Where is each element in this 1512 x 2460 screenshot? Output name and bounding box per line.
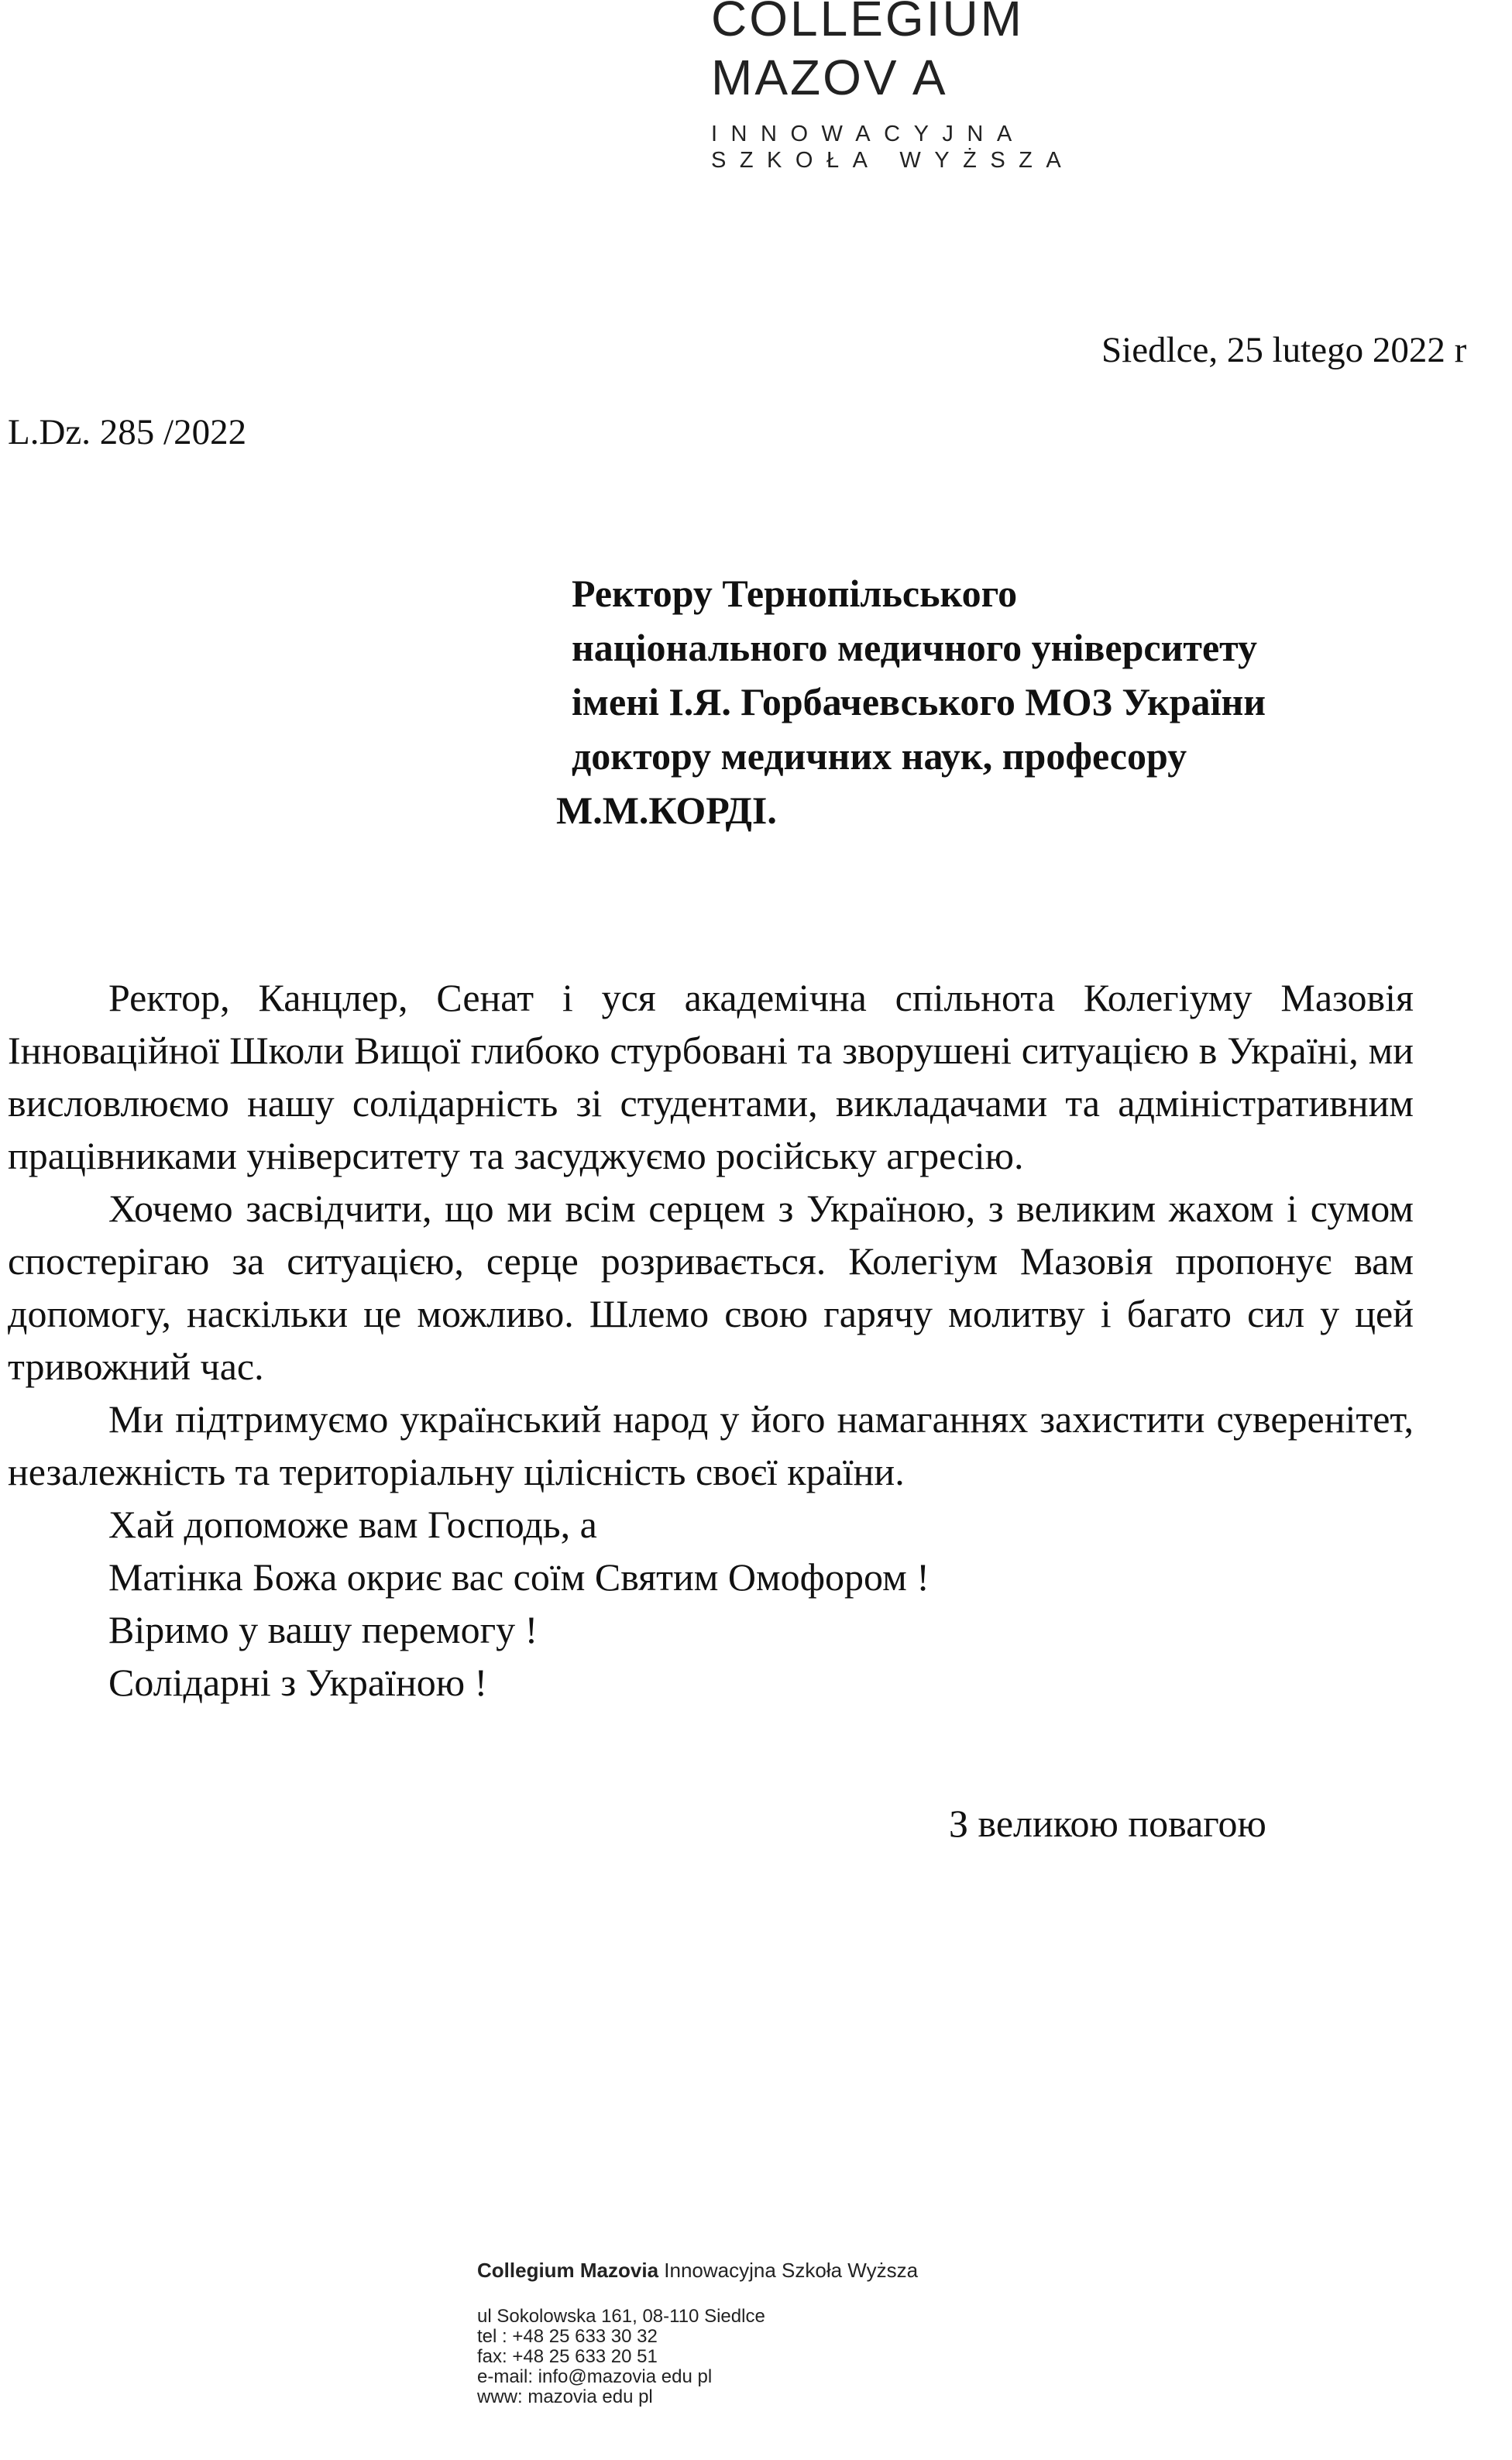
logo [711, 0, 1075, 178]
footer-website: www: mazovia edu pl [477, 2386, 653, 2407]
addressee-line: національного медичного університету [572, 626, 1258, 669]
footer-phone: tel : +48 25 633 30 32 [477, 2326, 658, 2347]
footer-address: ul Sokolowska 161, 08-110 Siedlce [477, 2306, 765, 2327]
addressee-line: Ректору Тернопільського [572, 572, 1018, 615]
date-line: Siedlce, 25 lutego 2022 r [1101, 330, 1467, 370]
closing-line: З великою повагою [949, 1802, 1266, 1845]
body-line: Віримо у вашу перемогу ! [108, 1608, 538, 1651]
addressee-line: доктору медичних наук, професору [572, 734, 1187, 778]
body-line: Солідарні з Україною ! [108, 1661, 488, 1704]
footer [477, 2259, 1174, 2452]
letter-body [8, 971, 1414, 1709]
footer-fax: fax: +48 25 633 20 51 [477, 2346, 658, 2367]
footer-email: e-mail: info@mazovia edu pl [477, 2366, 713, 2387]
body-paragraph: Ректор, Канцлер, Сенат і уся академічна спільнота Колегіуму Мазовія Інноваційної Школи Вищої глибоко стурбовані та зворушені ситуацією в Україні, ми висловлюємо нашу солідарність зі студентами, викладачами та адміністративним працівниками університету та засуджуємо російську агресію. [8, 976, 1414, 1177]
footer-institution-type: Innowacyjna Szkoła Wyższa [658, 2259, 919, 2282]
logo-line-innowacyjna: INNOWACYJNA [711, 122, 1026, 146]
logo-line-mazovia: MAZOV A [711, 50, 948, 105]
body-line: Хай допоможе вам Господь, а [108, 1503, 597, 1546]
logo-line-szkola: SZKOŁA WYŻSZA [711, 148, 1075, 173]
footer-institution [477, 2259, 918, 2282]
body-line: Матінка Божа окриє вас соїм Святим Омофором ! [108, 1555, 930, 1599]
logo-line-collegium: COLLEGIUM [711, 0, 1024, 46]
body-paragraph: Хочемо засвідчити, що ми всім серцем з Україною, з великим жахом і сумом спостерігаю за ситуацією, серце розривається. Колегіум Мазовія пропонує вам допомогу, наскільки це можливо. Шлемо свою гарячу молитву і багато сил у цей тривожний час. [8, 1187, 1414, 1388]
addressee-name: М.М.КОРДІ. [556, 789, 777, 832]
addressee-line: імені І.Я. Горбачевського МОЗ України [572, 680, 1266, 723]
body-paragraph: Ми підтримуємо український народ у його намаганнях захистити суверенітет, незалежність та територіальну цілісність своєї країни. [8, 1397, 1414, 1493]
reference-number: L.Dz. 285 /2022 [8, 412, 247, 452]
footer-institution-name: Collegium Mazovia [477, 2259, 659, 2282]
addressee-block [556, 565, 1418, 832]
